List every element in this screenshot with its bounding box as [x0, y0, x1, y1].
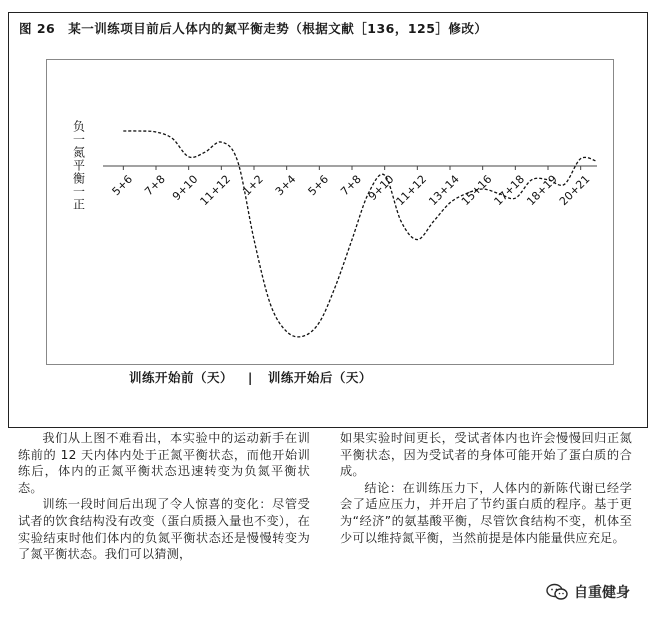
data-point: [351, 239, 352, 240]
paragraph: 结论：在训练压力下，人体内的新陈代谢已经学会了适应压力，并开启了节约蛋白质的程序。基于更为“经济”的氨基酸平衡，尽管饮食结构不变，机体至少可以维持氮平衡，当然前提是体内能量供应充足。: [340, 480, 632, 545]
x-tick-label: 5+6: [109, 172, 136, 199]
x-axis-title-before: 训练开始前（天）: [129, 370, 234, 385]
x-tick-label: 5+6: [305, 172, 332, 199]
data-point: [433, 221, 434, 222]
data-point: [547, 179, 548, 180]
data-point: [123, 130, 124, 131]
paragraph: 如果实验时间更长，受试者体内也许会慢慢回归正氮平衡状态，因为受试者的身体可能开始了蛋白质的合成。: [340, 431, 632, 479]
x-tick-label: 7+8: [338, 172, 364, 199]
data-point: [221, 142, 222, 143]
data-point: [139, 130, 140, 131]
data-point: [335, 285, 336, 286]
data-point: [172, 138, 173, 139]
y-axis-label-group: [73, 120, 85, 212]
x-tick-label: 13+14: [426, 172, 462, 209]
data-point: [400, 221, 401, 222]
x-tick-label: 7+8: [142, 172, 168, 199]
paragraph: 我们从上图不难看出，本实验中的运动新手在训练前的 12 天内体内处于正氮平衡状态，而他开始训练后，体内的正氮平衡状态迅速转变为负氮平衡状态。: [18, 431, 310, 495]
x-tick-marks: [123, 166, 580, 170]
x-tick-label: 9+10: [365, 172, 397, 204]
data-point: [482, 188, 483, 189]
x-tick-labels: [110, 173, 593, 209]
data-point: [368, 193, 369, 194]
x-axis-title-after: 训练开始后（天）: [267, 370, 372, 385]
watermark-text: 自重健身: [574, 585, 630, 601]
plot-area: [46, 59, 614, 365]
body-text-left-column: [18, 430, 310, 563]
x-tick-label: 3+4: [272, 172, 299, 199]
data-point: [204, 152, 205, 153]
data-point: [319, 322, 320, 323]
data-point: [498, 193, 499, 194]
x-tick-label: 15+16: [458, 172, 495, 209]
data-point: [270, 303, 271, 304]
data-point: [596, 161, 597, 162]
figure-frame: [8, 12, 648, 428]
data-point: [155, 131, 156, 132]
data-point: [531, 179, 532, 180]
data-point: [466, 193, 467, 194]
series-line-nitrogen-balance: [123, 131, 597, 337]
y-axis-label: 负一氮平衡一正: [72, 119, 86, 212]
wechat-icon: [546, 583, 568, 601]
data-point: [237, 161, 238, 162]
data-point: [188, 156, 189, 157]
data-point: [302, 336, 303, 337]
watermark: [546, 582, 630, 602]
x-tick-label: 9+10: [169, 172, 201, 204]
data-point: [384, 175, 385, 176]
x-tick-label: 17+18: [491, 172, 528, 209]
x-tick-label: 11+12: [393, 172, 430, 209]
x-axis-separator: |: [247, 370, 253, 385]
x-axis-title: [129, 368, 372, 386]
data-point: [564, 184, 565, 185]
x-tick-label: 11+12: [197, 172, 234, 209]
data-point: [449, 202, 450, 203]
body-text-right-column: [340, 430, 632, 546]
data-point: [417, 239, 418, 240]
x-tick-label: 1+2: [240, 172, 266, 199]
data-point: [580, 158, 581, 159]
x-tick-label: 18+19: [524, 172, 560, 209]
figure-title: 图 26 某一训练项目前后人体内的氮平衡走势（根据文献［136，125］修改）: [19, 21, 488, 36]
paragraph: 训练一段时间后出现了令人惊喜的变化：尽管受试者的饮食结构没有改变（蛋白质摄入量也不变），在实验结束时他们体内的负氮平衡状态还是慢慢转变为了氮平衡状态。我们可以猜测，: [18, 497, 310, 562]
x-tick-label: 20+21: [556, 172, 593, 209]
data-points: [123, 130, 598, 336]
data-point: [253, 239, 254, 240]
nitrogen-balance-chart: [47, 60, 613, 364]
data-point: [286, 331, 287, 332]
data-point: [515, 198, 516, 199]
